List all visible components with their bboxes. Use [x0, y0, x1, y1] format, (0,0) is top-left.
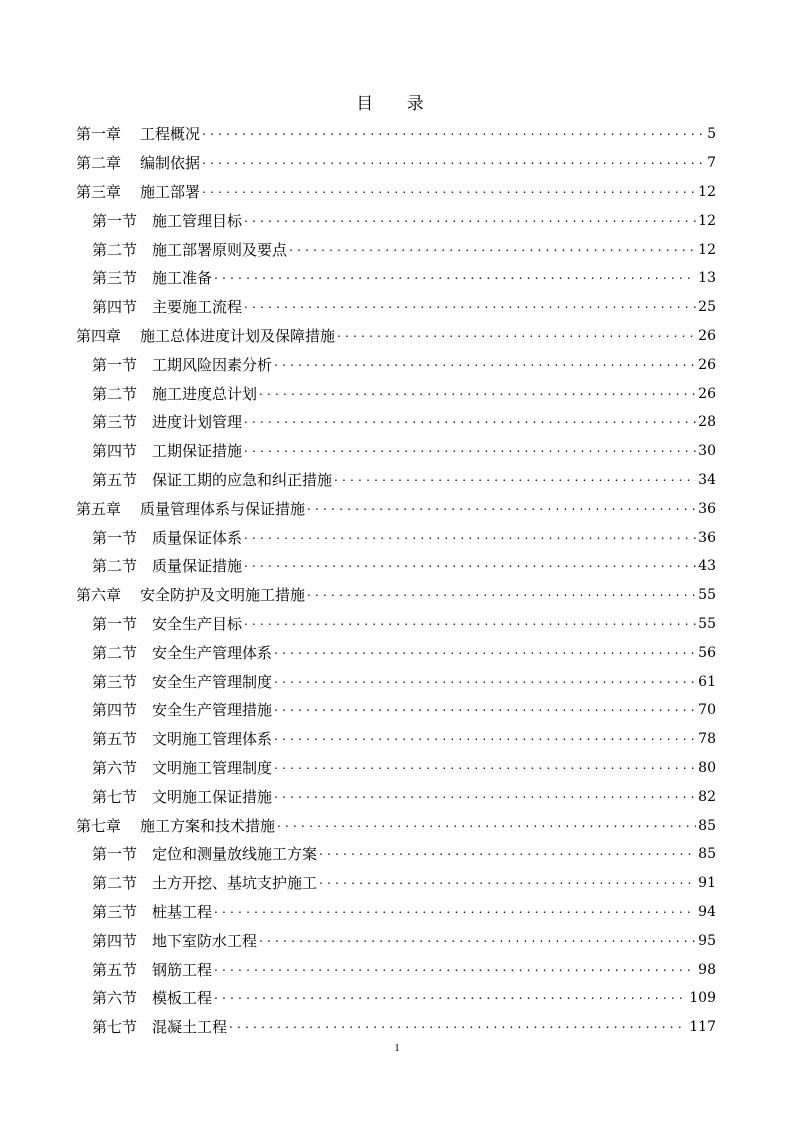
- toc-entry-label: [76, 124, 200, 144]
- toc-entry-number: 第二章: [76, 154, 122, 173]
- toc-page-number: 55: [698, 615, 716, 632]
- toc-page-number: 26: [698, 385, 716, 402]
- toc-page-number: 12: [698, 241, 716, 258]
- toc-section-row[interactable]: [76, 466, 716, 495]
- toc-entry-label: [76, 182, 200, 202]
- toc-entry-label: [92, 211, 242, 231]
- toc-dot-leader: [229, 1014, 687, 1034]
- toc-section-row[interactable]: [76, 696, 716, 725]
- toc-entry-label: [76, 585, 305, 605]
- toc-page-number: 109: [689, 990, 716, 1007]
- toc-entry-title: 文明施工管理体系: [152, 730, 273, 749]
- toc-entry-label: [92, 960, 212, 980]
- toc-dot-leader: [244, 611, 696, 631]
- toc-page-number: 85: [698, 846, 716, 863]
- toc-entry-label: [92, 355, 272, 375]
- toc-entry-title: 地下室防水工程: [152, 931, 258, 950]
- toc-page-number: 43: [698, 558, 716, 575]
- toc-page-number: 26: [698, 327, 716, 344]
- toc-entry-number: 第二节: [92, 557, 138, 576]
- toc-entry-title: 施工进度总计划: [152, 384, 258, 403]
- toc-entry-number: 第一节: [92, 845, 138, 864]
- toc-entry-label: [76, 816, 275, 836]
- toc-entry-number: 第六节: [92, 989, 138, 1008]
- toc-section-row[interactable]: [76, 782, 716, 811]
- toc-section-row[interactable]: [76, 984, 716, 1013]
- toc-dot-leader: [244, 208, 696, 228]
- toc-entry-number: 第七章: [76, 816, 122, 835]
- toc-section-row[interactable]: [76, 926, 716, 955]
- toc-entry-number: 第四节: [92, 931, 138, 950]
- toc-entry-number: 第三节: [92, 672, 138, 691]
- toc-entry-number: 第四节: [92, 701, 138, 720]
- toc-section-row[interactable]: [76, 408, 716, 437]
- toc-entry-title: 施工部署: [140, 182, 201, 201]
- toc-chapter-row[interactable]: [76, 149, 716, 178]
- toc-entry-label: [92, 528, 242, 548]
- toc-page-number: 5: [707, 126, 716, 143]
- toc-entry-number: 第一节: [92, 614, 138, 633]
- toc-entry-number: 第六章: [76, 586, 122, 605]
- toc-entry-number: 第五章: [76, 499, 122, 518]
- page-title: 目 录: [356, 94, 438, 114]
- toc-chapter-row[interactable]: [76, 811, 716, 840]
- toc-entry-label: [76, 326, 335, 346]
- toc-entry-label: [92, 268, 212, 288]
- page-number: 1: [394, 1042, 400, 1054]
- toc-page-number: 28: [698, 414, 716, 431]
- toc-page-number: 95: [698, 932, 716, 949]
- toc-dot-leader: [319, 841, 696, 861]
- toc-entry-label: [92, 614, 242, 634]
- toc-entry-title: 编制依据: [140, 154, 201, 173]
- toc-dot-leader: [274, 352, 696, 372]
- toc-page-number: 13: [698, 270, 716, 287]
- toc-entry-number: 第四章: [76, 326, 122, 345]
- toc-entry-number: 第一节: [92, 528, 138, 547]
- toc-entry-number: 第一节: [92, 211, 138, 230]
- toc-entry-number: 第五节: [92, 470, 138, 489]
- toc-entry-title: 施工方案和技术措施: [140, 816, 276, 835]
- toc-dot-leader: [274, 755, 696, 775]
- toc-entry-title: 工期保证措施: [152, 442, 243, 461]
- toc-page-number: 30: [698, 443, 716, 460]
- toc-page-number: 78: [698, 731, 716, 748]
- toc-section-row[interactable]: [76, 898, 716, 927]
- toc-entry-title: 安全生产管理措施: [152, 701, 273, 720]
- toc-entry-label: [92, 988, 212, 1008]
- toc-entry-label: [92, 787, 272, 807]
- toc-entry-number: 第四节: [92, 442, 138, 461]
- toc-entry-title: 钢筋工程: [152, 960, 213, 979]
- toc-chapter-row[interactable]: [76, 494, 716, 523]
- toc-page-number: 117: [689, 1019, 716, 1036]
- toc-section-row[interactable]: [76, 293, 716, 322]
- toc-dot-leader: [244, 438, 696, 458]
- toc-section-row[interactable]: [76, 869, 716, 898]
- toc-entry-label: [76, 499, 305, 519]
- toc-dot-leader: [274, 640, 696, 660]
- table-of-contents: [76, 120, 716, 1042]
- toc-section-row[interactable]: [76, 667, 716, 696]
- toc-dot-leader: [334, 467, 696, 487]
- toc-dot-leader: [274, 726, 696, 746]
- toc-page-number: 26: [698, 356, 716, 373]
- toc-entry-label: [92, 758, 272, 778]
- toc-entry-title: 质量保证措施: [152, 557, 243, 576]
- toc-section-row[interactable]: [76, 206, 716, 235]
- toc-entry-title: 进度计划管理: [152, 413, 243, 432]
- toc-entry-number: 第五节: [92, 960, 138, 979]
- toc-section-row[interactable]: [76, 955, 716, 984]
- toc-section-row[interactable]: [76, 1013, 716, 1042]
- toc-entry-title: 桩基工程: [152, 902, 213, 921]
- toc-entry-label: [92, 384, 257, 404]
- toc-section-row[interactable]: [76, 437, 716, 466]
- toc-entry-number: 第一节: [92, 355, 138, 374]
- toc-page-number: 56: [698, 644, 716, 661]
- toc-entry-title: 保证工期的应急和纠正措施: [152, 470, 333, 489]
- toc-entry-number: 第六节: [92, 758, 138, 777]
- toc-entry-label: [92, 729, 272, 749]
- toc-entry-label: [76, 153, 200, 173]
- toc-entry-title: 模板工程: [152, 989, 213, 1008]
- toc-entry-label: [92, 643, 272, 663]
- toc-dot-leader: [274, 669, 696, 689]
- toc-entry-label: [92, 1017, 227, 1037]
- toc-entry-title: 文明施工管理制度: [152, 758, 273, 777]
- toc-dot-leader: [319, 870, 696, 890]
- toc-entry-label: [92, 441, 242, 461]
- toc-entry-title: 施工管理目标: [152, 211, 243, 230]
- toc-page-number: 25: [698, 299, 716, 316]
- toc-page-number: 36: [698, 500, 716, 517]
- toc-dot-leader: [274, 697, 696, 717]
- toc-page-number: 94: [698, 903, 716, 920]
- toc-chapter-row[interactable]: [76, 178, 716, 207]
- toc-section-row[interactable]: [76, 235, 716, 264]
- toc-page-number: 80: [698, 759, 716, 776]
- toc-section-row[interactable]: [76, 552, 716, 581]
- toc-section-row[interactable]: [76, 610, 716, 639]
- toc-entry-title: 质量管理体系与保证措施: [140, 499, 306, 518]
- toc-entry-title: 安全防护及文明施工措施: [140, 586, 306, 605]
- toc-dot-leader: [214, 265, 696, 285]
- toc-entry-label: [92, 873, 317, 893]
- toc-section-row[interactable]: [76, 725, 716, 754]
- toc-page-number: 12: [698, 212, 716, 229]
- toc-section-row[interactable]: [76, 350, 716, 379]
- toc-section-row[interactable]: [76, 754, 716, 783]
- toc-entry-label: [92, 470, 332, 490]
- toc-entry-label: [92, 931, 257, 951]
- toc-entry-title: 安全生产管理体系: [152, 643, 273, 662]
- toc-page-number: 7: [707, 155, 716, 172]
- toc-entry-number: 第三节: [92, 269, 138, 288]
- toc-entry-title: 工程概况: [140, 125, 201, 144]
- toc-page-number: 61: [698, 673, 716, 690]
- toc-entry-title: 主要施工流程: [152, 298, 243, 317]
- toc-entry-title: 文明施工保证措施: [152, 787, 273, 806]
- toc-entry-label: [92, 700, 272, 720]
- toc-section-row[interactable]: [76, 638, 716, 667]
- toc-chapter-row[interactable]: [76, 322, 716, 351]
- toc-entry-title: 土方开挖、基坑支护施工: [152, 874, 318, 893]
- toc-entry-number: 第五节: [92, 730, 138, 749]
- toc-entry-number: 第二节: [92, 874, 138, 893]
- toc-entry-label: [92, 672, 272, 692]
- toc-entry-number: 第二节: [92, 384, 138, 403]
- toc-dot-leader: [244, 294, 696, 314]
- toc-dot-leader: [307, 582, 696, 602]
- toc-dot-leader: [259, 381, 696, 401]
- toc-entry-title: 质量保证体系: [152, 528, 243, 547]
- toc-dot-leader: [337, 323, 696, 343]
- toc-entry-title: 施工部署原则及要点: [152, 240, 288, 259]
- toc-entry-number: 第一章: [76, 125, 122, 144]
- toc-entry-number: 第七节: [92, 787, 138, 806]
- toc-entry-label: [92, 412, 242, 432]
- toc-entry-title: 混凝土工程: [152, 1018, 228, 1037]
- toc-entry-number: 第三节: [92, 413, 138, 432]
- toc-page-number: 91: [698, 875, 716, 892]
- toc-dot-leader: [277, 813, 696, 833]
- toc-entry-label: [92, 297, 242, 317]
- toc-section-row[interactable]: [76, 523, 716, 552]
- toc-entry-label: [92, 902, 212, 922]
- toc-dot-leader: [307, 496, 696, 516]
- toc-dot-leader: [289, 237, 696, 257]
- toc-entry-label: [92, 844, 317, 864]
- toc-entry-number: 第七节: [92, 1018, 138, 1037]
- toc-section-row[interactable]: [76, 379, 716, 408]
- toc-entry-title: 施工准备: [152, 269, 213, 288]
- toc-entry-title: 定位和测量放线施工方案: [152, 845, 318, 864]
- toc-page-number: 55: [698, 587, 716, 604]
- toc-page-number: 36: [698, 529, 716, 546]
- toc-dot-leader: [244, 525, 696, 545]
- toc-dot-leader: [274, 784, 696, 804]
- toc-entry-number: 第二节: [92, 240, 138, 259]
- toc-entry-title: 安全生产目标: [152, 614, 243, 633]
- toc-page-number: 98: [698, 961, 716, 978]
- toc-dot-leader: [202, 150, 705, 170]
- toc-entry-number: 第三章: [76, 182, 122, 201]
- toc-chapter-row[interactable]: [76, 120, 716, 149]
- toc-page-number: 70: [698, 702, 716, 719]
- toc-dot-leader: [202, 121, 705, 141]
- toc-section-row[interactable]: [76, 264, 716, 293]
- toc-section-row[interactable]: [76, 840, 716, 869]
- toc-dot-leader: [259, 928, 696, 948]
- toc-entry-number: 第三节: [92, 902, 138, 921]
- toc-entry-number: 第二节: [92, 643, 138, 662]
- toc-dot-leader: [214, 957, 696, 977]
- toc-page-number: 34: [698, 471, 716, 488]
- toc-dot-leader: [214, 985, 687, 1005]
- toc-entry-title: 工期风险因素分析: [152, 355, 273, 374]
- toc-page-number: 82: [698, 788, 716, 805]
- toc-entry-number: 第四节: [92, 298, 138, 317]
- toc-entry-label: [92, 556, 242, 576]
- toc-page-number: 85: [698, 817, 716, 834]
- toc-entry-title: 施工总体进度计划及保障措施: [140, 326, 336, 345]
- toc-entry-label: [92, 240, 287, 260]
- toc-page-number: 12: [698, 183, 716, 200]
- toc-dot-leader: [202, 179, 696, 199]
- toc-dot-leader: [244, 409, 696, 429]
- toc-chapter-row[interactable]: [76, 581, 716, 610]
- toc-dot-leader: [244, 553, 696, 573]
- toc-dot-leader: [214, 899, 696, 919]
- toc-entry-title: 安全生产管理制度: [152, 672, 273, 691]
